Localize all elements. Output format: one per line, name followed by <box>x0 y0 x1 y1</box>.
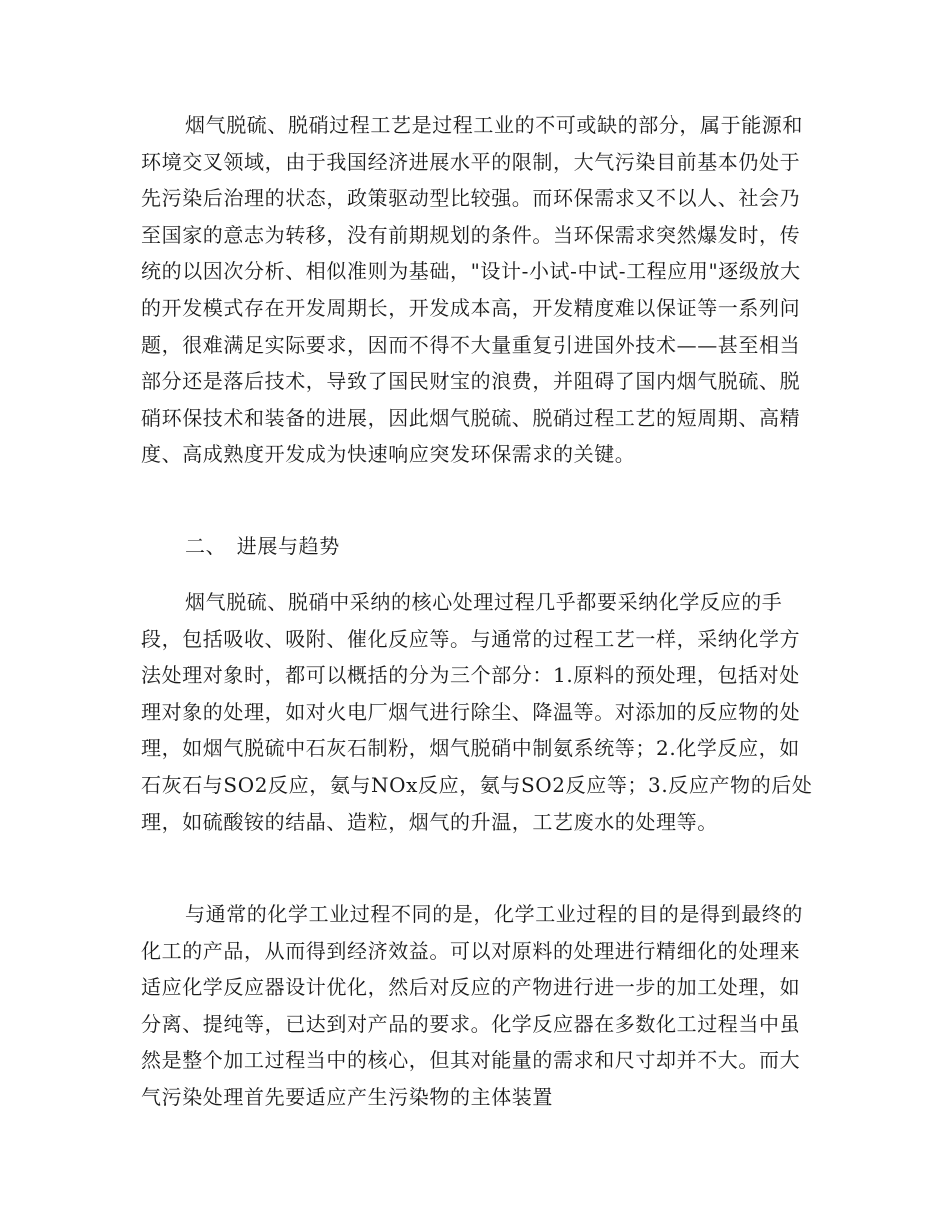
paragraph-process: 烟气脱硫、脱硝中采纳的核心处理过程几乎都要采纳化学反应的手段，包括吸收、吸附、催化反应等。与通常的过程工艺一样，采纳化学方法处理对象时，都可以概括的分为三个部分：1.原料的预处理，包括对处理对象的处理，如对火电厂烟气进行除尘、降温等。对添加的反应物的处理，如烟气脱硫中石灰石制粉，烟气脱硝中制氨系统等；2.化学反应，如石灰石与SO2反应，氨与NOx反应，氨与SO2反应等；3.反应产物的后处理，如硫酸铵的结晶、造粒，烟气的升温，工艺废水的处理等。 <box>141 590 813 834</box>
paragraph-intro: 烟气脱硫、脱硝过程工艺是过程工业的不可或缺的部分，属于能源和环境交叉领域，由于我国经济进展水平的限制，大气污染目前基本仍处于先污染后治理的状态，政策驱动型比较强。而环保需求又不以人、社会乃至国家的意志为转移，没有前期规划的条件。当环保需求突然爆发时，传统的以因次分析、相似准则为基础，"设计-小试-中试-工程应用"逐级放大的开发模式存在开发周期长，开发成本高，开发精度难以保证等一系列问题，很难满足实际要求，因而不得不大量重复引进国外技术——甚至相当部分还是落后技术，导致了国民财宝的浪费，并阻碍了国内烟气脱硫、脱硝环保技术和装备的进展，因此烟气脱硫、脱硝过程工艺的短周期、高精度、高成熟度开发成为快速响应突发环保需求的关键。 <box>141 113 803 467</box>
paragraph-comparison: 与通常的化学工业过程不同的是，化学工业过程的目的是得到最终的化工的产品，从而得到经济效益。可以对原料的处理进行精细化的处理来适应化学反应器设计优化，然后对反应的产物进行进一步的加工处理，如分离、提纯等，已达到对产品的要求。化学反应器在多数化工过程当中虽然是整个加工过程当中的核心，但其对能量的需求和尺寸却并不大。而大气污染处理首先要适应产生污染物的主体装置 <box>141 902 803 1109</box>
section-heading: 二、 进展与趋势 <box>185 534 340 558</box>
